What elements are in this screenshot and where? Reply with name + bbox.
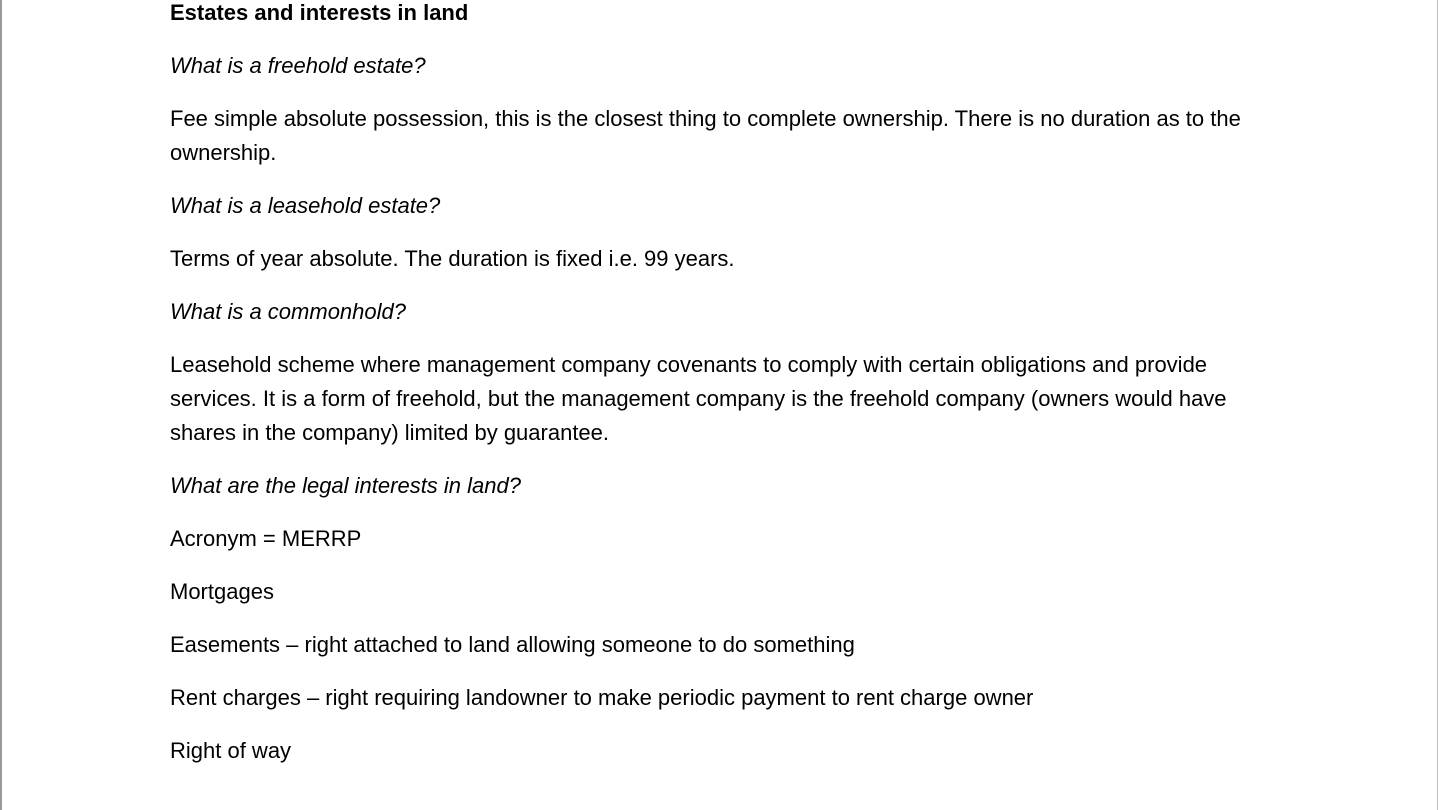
- answer-leasehold: Terms of year absolute. The duration is fixed i.e. 99 years.: [170, 246, 735, 271]
- question-freehold: What is a freehold estate?: [170, 53, 426, 78]
- section-heading: Estates and interests in land: [170, 0, 469, 25]
- answer-commonhold: Leasehold scheme where management company covenants to comply with certain obligations and provide services. It is a form of freehold, but the management company is the freehold company (owners would have shares in the company) limited by guarantee.: [170, 352, 1227, 445]
- question-commonhold: What is a commonhold?: [170, 299, 406, 324]
- list-item-mortgages: Mortgages: [170, 579, 274, 604]
- list-item-rent-charges: Rent charges – right requiring landowner to make periodic payment to rent charge owner: [170, 685, 1034, 710]
- question-leasehold: What is a leasehold estate?: [170, 193, 441, 218]
- list-item-right-of-way: Right of way: [170, 738, 292, 763]
- list-item-easements: Easements – right attached to land allowing someone to do something: [170, 632, 855, 657]
- question-legal-interests: What are the legal interests in land?: [170, 473, 521, 498]
- acronym-line: Acronym = MERRP: [170, 526, 362, 551]
- document-body: [170, 0, 1290, 787]
- answer-freehold: Fee simple absolute possession, this is the closest thing to complete ownership. There is no duration as to the ownership.: [170, 106, 1241, 165]
